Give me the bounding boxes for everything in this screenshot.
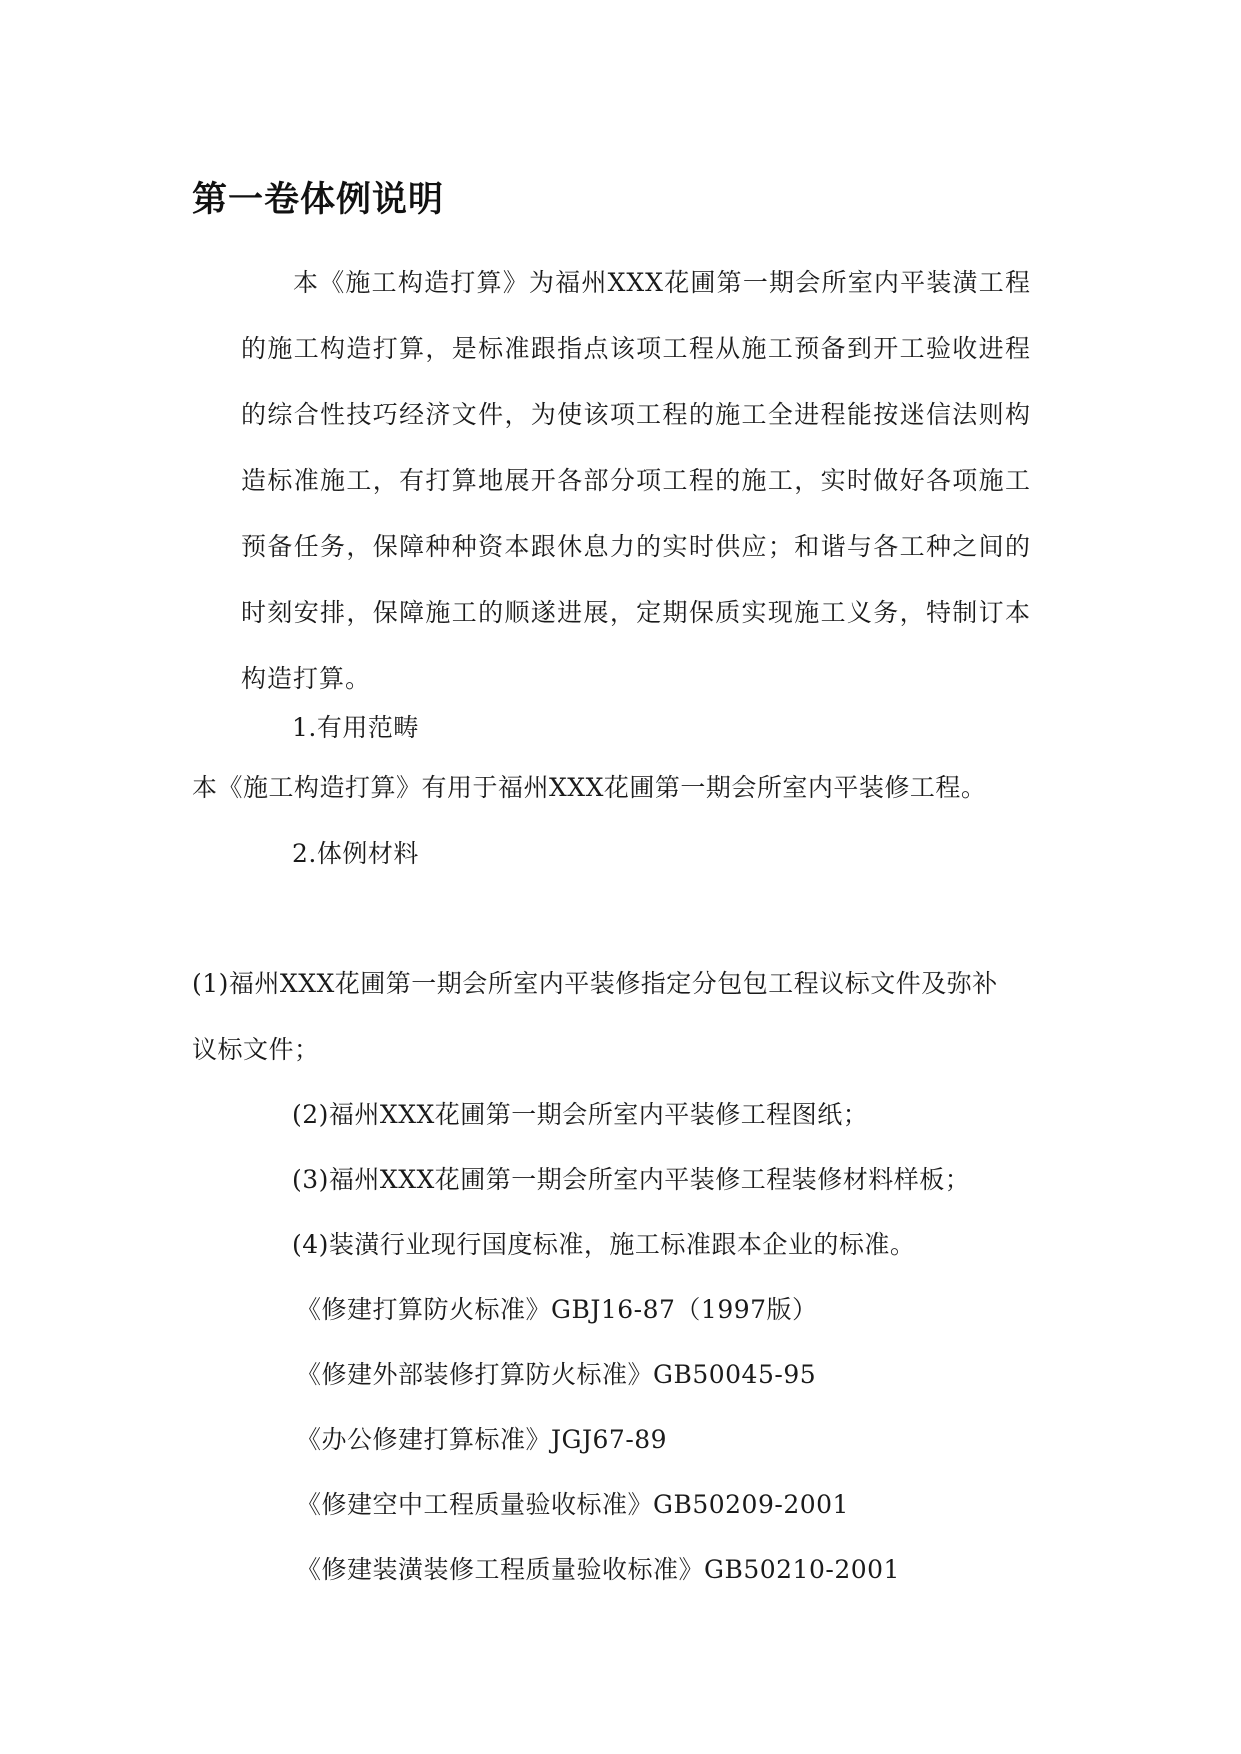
list-item-2: (2)福州XXX花圃第一期会所室内平装修工程图纸； (292, 1100, 869, 1129)
section-2-title: 2.体例材料 (292, 839, 419, 868)
list-item-4: (4)装潢行业现行国度标准，施工标准跟本企业的标准。 (292, 1230, 916, 1259)
standard-item: 《办公修建打算标准》JGJ67-89 (296, 1425, 668, 1454)
page-title: 第一卷体例说明 (192, 180, 445, 220)
section-1-body: 本《施工构造打算》有用于福州XXX花圃第一期会所室内平装修工程。 (192, 773, 987, 802)
standard-item: 《修建外部装修打算防火标准》GB50045-95 (296, 1360, 817, 1389)
list-item-1-line-2: 议标文件； (192, 1035, 320, 1064)
section-1-title: 1.有用范畴 (292, 713, 419, 742)
list-item-1-line-1: (1)福州XXX花圃第一期会所室内平装修指定分包包工程议标文件及弥补 (192, 969, 998, 998)
intro-paragraph: 本《施工构造打算》为福州XXX花圃第一期会所室内平装潢工程的施工构造打算，是标准跟指点该项工程从施工预备到开工验收进程的综合性技巧经济文件，为使该项工程的施工全进程能按迷信法则构造标准施工，有打算地展开各部分项工程的施工，实时做好各项施工预备任务，保障种种资本跟休息力的实时供应；和谐与各工种之间的时刻安排，保障施工的顺遂进展，定期保质实现施工义务，特制订本构造打算。 (241, 268, 1031, 693)
list-item-3: (3)福州XXX花圃第一期会所室内平装修工程装修材料样板； (292, 1165, 971, 1194)
standard-item: 《修建打算防火标准》GBJ16-87（1997版） (296, 1295, 818, 1324)
standard-item: 《修建空中工程质量验收标准》GB50209-2001 (296, 1490, 849, 1519)
standard-item: 《修建装潢装修工程质量验收标准》GB50210-2001 (296, 1555, 900, 1584)
